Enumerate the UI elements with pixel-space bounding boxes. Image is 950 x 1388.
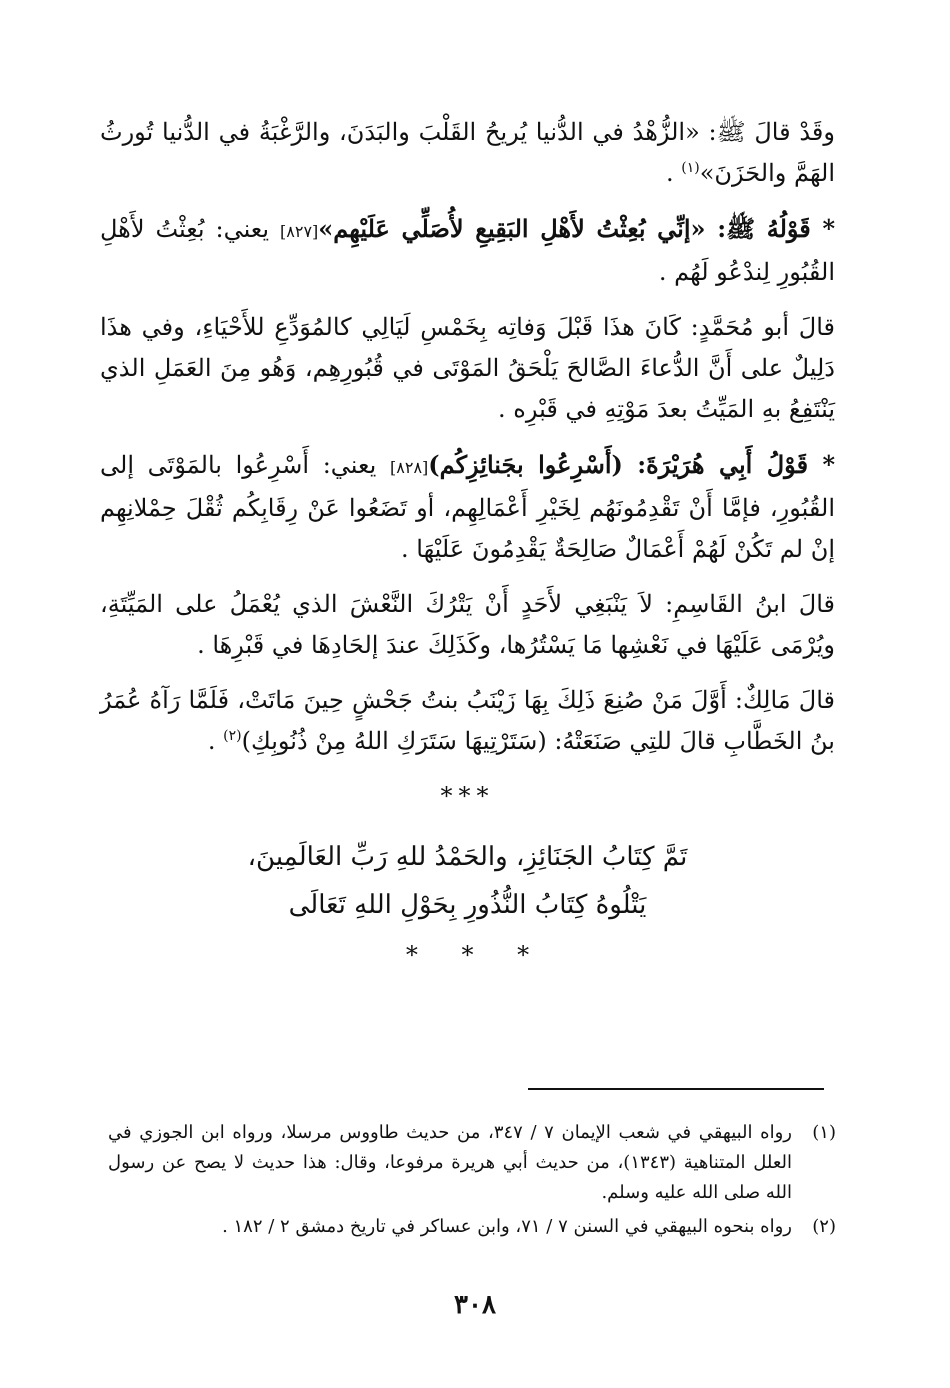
footnotes xyxy=(108,1118,836,1246)
paragraph xyxy=(100,444,835,570)
paragraph-text: يعني: أَسْرِعُوا بالمَوْتَى إلى القُبُورِ، فإمَّا أَنْ تَقْدِمُونَهُم لِخَيْرِ أَعْمَالِهِم، أو تَضَعُوا عَنْ رِقَابِكُم ثُقْلَ حِمْلانِهِم إنْ لم تَكُنْ لَهُمْ أَعْمَالٌ صَالِحَةٌ يَقْدِمُونَ عَلَيْهَا . xyxy=(100,451,835,563)
paragraph xyxy=(100,680,835,762)
footnote-item xyxy=(108,1118,836,1208)
paragraph xyxy=(100,208,835,293)
paragraph-text: قالَ أبو مُحَمَّدٍ: كَانَ هذَا قَبْلَ وَفاتِه بِخَمْسِ لَيَالِي كالمُوَدِّعِ للأَحْيَاءِ، وفي هذَا دَلِيلٌ على أَنَّ الدُّعاءَ الصَّالحَ يَلْحَقُ المَوْتَى في قُبُورِهِم، وَهُو مِنَ العَمَلِ الذي يَنْتَفِعُ بهِ المَيِّتُ بعدَ مَوْتِهِ في قَبْرِه . xyxy=(100,313,835,423)
main-text xyxy=(100,112,835,976)
footnote-item xyxy=(108,1212,836,1242)
paragraph-text: يعني: بُعِثْتُ لأَهْلِ القُبُورِ لِندْعُو لَهُم . xyxy=(100,215,835,286)
footnote-marker[interactable]: (١) xyxy=(681,160,700,176)
footnote-number: (٢) xyxy=(812,1216,836,1237)
footnote-number: (١) xyxy=(812,1122,836,1143)
paragraph xyxy=(100,307,835,430)
paragraph-end: . xyxy=(207,727,224,755)
closing-stars: * * * xyxy=(405,941,530,969)
section-separator: *** xyxy=(440,782,495,810)
footnote-marker[interactable]: (٢) xyxy=(223,728,242,744)
footnote-rule xyxy=(528,1088,824,1090)
page-number: ٣٠٨ xyxy=(454,1290,496,1320)
paragraph-end: . xyxy=(666,159,682,187)
closing-line-1: تَمَّ كِتَابُ الجَنَائِزِ، والحَمْدُ للهِ رَبِّ العَالَمِينَ، xyxy=(247,842,688,872)
paragraph-text: قالَ ابنُ القَاسِمِ: لاَ يَنْبَغِي لأَحَدٍ أَنْ يَتْرُكَ النَّعْشَ الذي يُعْمَلُ على المَيِّتَةِ، ويُرْمَى عَلَيْهَا في نَعْشِها مَا يَسْتُرُها، وكَذَلِكَ عندَ إلحَادِهَا في قَبْرِهَا . xyxy=(100,590,835,659)
footnote-text: رواه البيهقي في شعب الإيمان ٧ / ٣٤٧، من حديث طاووس مرسلا، ورواه ابن الجوزي في العلل المتناهية (١٣٤٣)، من حديث أبي هريرة مرفوعا، وقال: هذا حديث لا يصح عن رسول الله صلى الله عليه وسلم. xyxy=(108,1122,793,1203)
paragraph-text: وقَدْ قالَ ﷺ: «الزُّهْدُ في الدُّنيا يُريحُ القَلْبَ والبَدَنَ، والرَّغْبَةُ في الدُّنيا تُورثُ الهَمَّ والحَزَنَ» xyxy=(100,118,835,187)
hadith-lemma: * قَوْلُ أَبِي هُرَيْرَةَ: (أَسْرِعُوا بجَنائِزِكُم) xyxy=(428,450,836,479)
paragraph xyxy=(100,112,835,194)
paragraph-text: قالَ مَالِكٌ: أَوَّلَ مَنْ صُنِعَ ذَلِكَ بِهَا زَيْنَبُ بنتُ جَحْشٍ حِينَ مَاتَتْ، فَلَمَّا رَآهُ عُمَرُ بنُ الخَطَّابِ قالَ للتِي صَنَعَتْهُ: (سَتَرْتِيهَا سَتَرَكِ اللهُ مِنْ ذُنُوبِكِ) xyxy=(100,686,835,755)
hadith-lemma: * قَوْلُهُ ﷺ: «إنِّي بُعِثْتُ لأَهْلِ البَقِيعِ لأُصَلِّي عَلَيْهِم» xyxy=(318,214,836,243)
footnote-text: رواه بنحوه البيهقي في السنن ٧ / ٧١، وابن عساكر في تاريخ دمشق ٢ / ١٨٢ . xyxy=(222,1216,792,1237)
hadith-number: [٨٢٧] xyxy=(280,222,319,241)
closing-line-2: يَتْلُوهُ كِتَابُ النُّذُورِ بِحَوْلِ اللهِ تَعَالَى xyxy=(288,890,647,920)
paragraph xyxy=(100,584,835,666)
hadith-number: [٨٢٨] xyxy=(390,458,429,477)
